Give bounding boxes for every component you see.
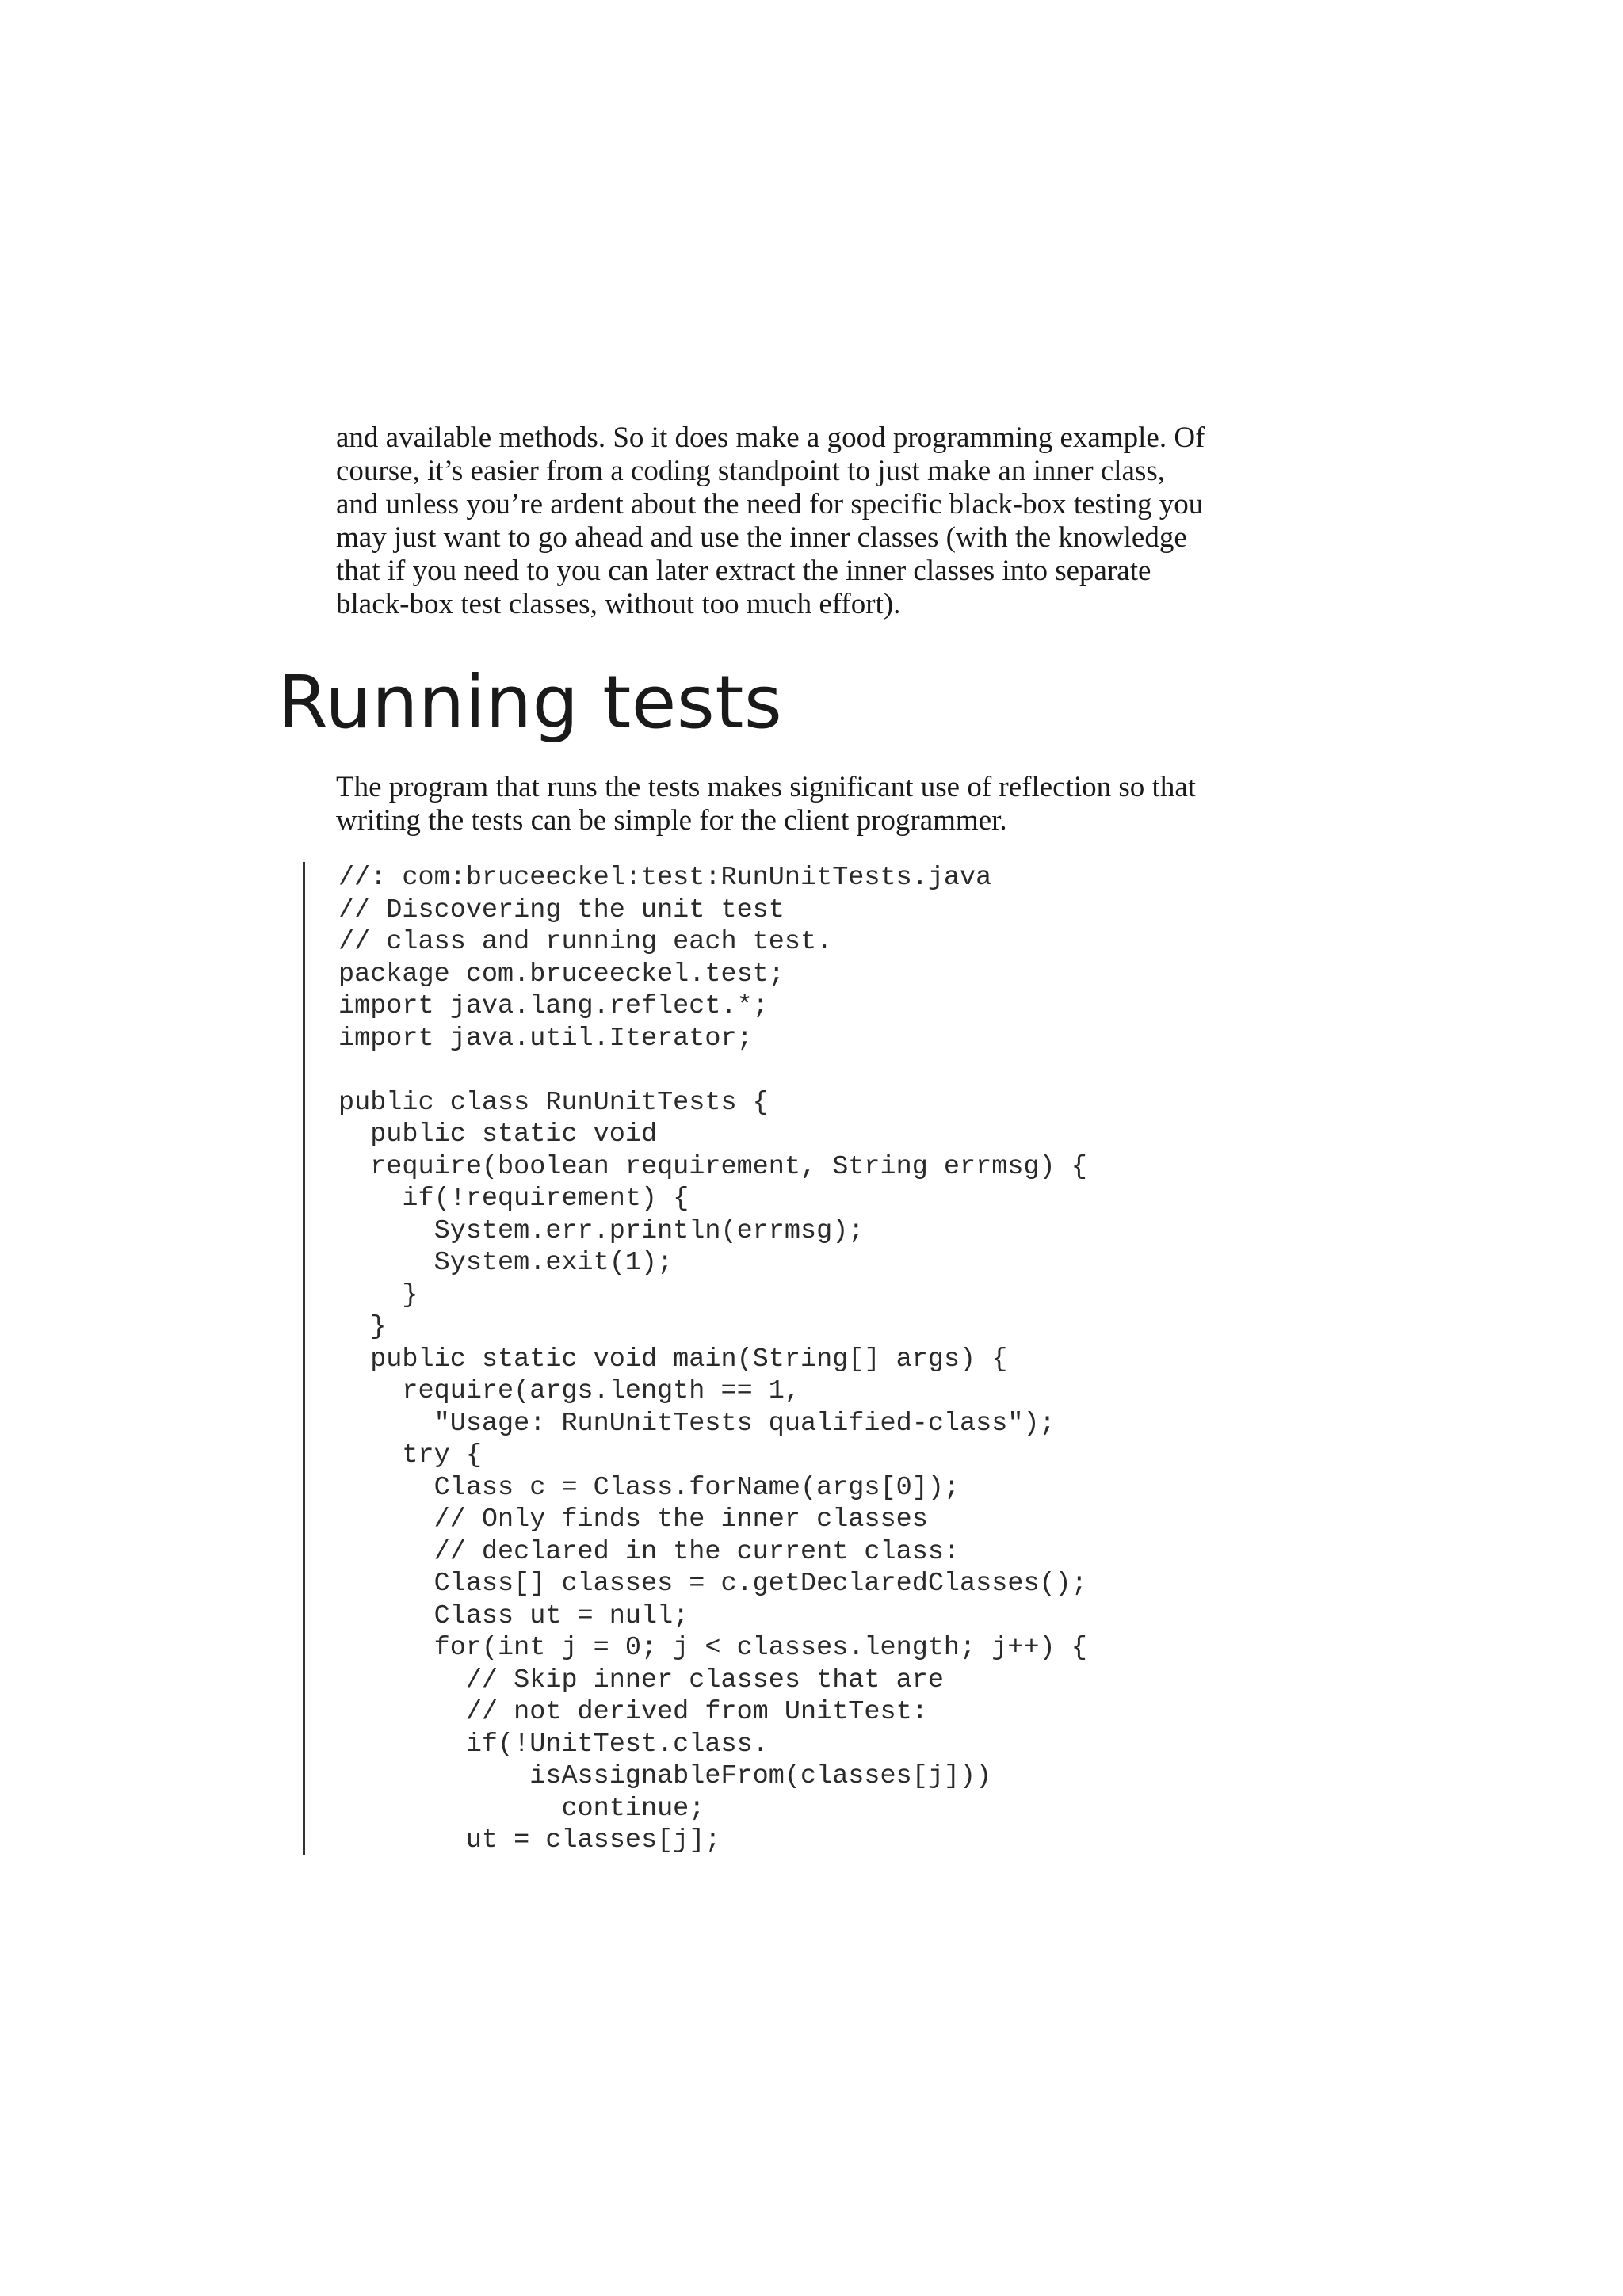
lead-line: The program that runs the tests makes significant use of reflection so that <box>336 771 1197 803</box>
code-line: // Skip inner classes that are <box>338 1665 944 1695</box>
code-line: // declared in the current class: <box>338 1536 960 1567</box>
code-line: Class[] classes = c.getDeclaredClasses(); <box>338 1569 1087 1599</box>
intro-line: course, it’s easier from a coding standpoint to just make an inner class, <box>336 455 1166 487</box>
intro-line: may just want to go ahead and use the inner classes (with the knowledge <box>336 521 1187 554</box>
code-line: ut = classes[j]; <box>338 1825 721 1855</box>
code-line: "Usage: RunUnitTests qualified-class"); <box>338 1408 1056 1439</box>
code-line: System.exit(1); <box>338 1248 674 1278</box>
intro-paragraph <box>336 421 1319 621</box>
code-line <box>338 1055 1087 1087</box>
code-line: package com.bruceeckel.test; <box>338 959 785 990</box>
code-line: //: com:bruceeckel:test:RunUnitTests.java <box>338 863 992 893</box>
code-line: System.err.println(errmsg); <box>338 1215 865 1246</box>
code-line: require(args.length == 1, <box>338 1376 800 1406</box>
code-line: } <box>338 1312 387 1342</box>
intro-line: and available methods. So it does make a good programming example. Of <box>336 421 1205 454</box>
code-line: if(!UnitTest.class. <box>338 1729 769 1760</box>
code-listing <box>303 862 1335 1855</box>
code-line: import java.util.Iterator; <box>338 1023 753 1054</box>
code-line: // not derived from UnitTest: <box>338 1697 928 1727</box>
intro-line: and unless you’re ardent about the need for specific black-box testing you <box>336 488 1204 521</box>
code-line: continue; <box>338 1793 705 1824</box>
intro-line: black-box test classes, without too much effort). <box>336 588 901 620</box>
code-line: } <box>338 1280 418 1310</box>
code-line: import java.lang.reflect.*; <box>338 991 769 1021</box>
code-line: try { <box>338 1440 482 1470</box>
code-line: // Only finds the inner classes <box>338 1505 928 1535</box>
code-line: Class c = Class.forName(args[0]); <box>338 1472 960 1503</box>
code-line: // class and running each test. <box>338 927 833 957</box>
code-line: isAssignableFrom(classes[j])) <box>338 1761 992 1791</box>
section-heading: Running tests <box>277 660 783 745</box>
code-line: Class ut = null; <box>338 1600 689 1631</box>
code-line: if(!requirement) { <box>338 1184 689 1214</box>
lead-paragraph <box>336 771 1319 837</box>
code-line: require(boolean requirement, String errmsg) { <box>338 1151 1087 1182</box>
code-line: public static void main(String[] args) { <box>338 1344 1008 1375</box>
lead-line: writing the tests can be simple for the client programmer. <box>336 804 1007 837</box>
code-line: for(int j = 0; j < classes.length; j++) { <box>338 1633 1087 1663</box>
code-text <box>338 862 1087 1857</box>
code-line: public static void <box>338 1119 658 1150</box>
code-line: public class RunUnitTests { <box>338 1087 769 1118</box>
intro-line: that if you need to you can later extract the inner classes into separate <box>336 555 1151 587</box>
code-line: // Discovering the unit test <box>338 894 785 925</box>
